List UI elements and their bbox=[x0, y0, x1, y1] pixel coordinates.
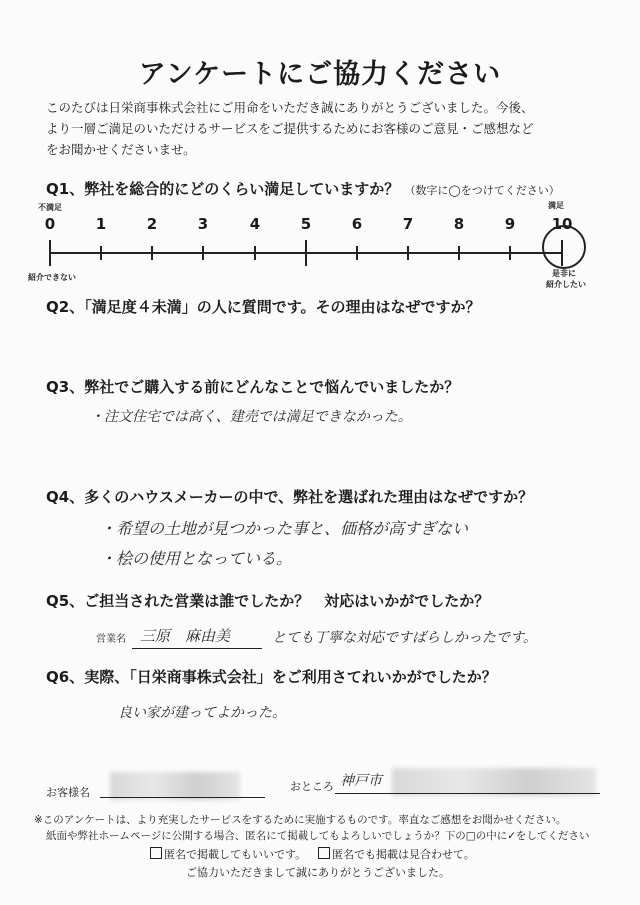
thanks-message: ご協力いただきまして誠にありがとうございました。 bbox=[186, 866, 450, 879]
q4-answer-1: ・希望の土地が見つかった事と、価格が高すぎない bbox=[100, 519, 469, 538]
checkbox-do-not-publish[interactable] bbox=[318, 847, 330, 859]
q1-text: Q1、弊社を総合的にどのくらい満足していますか？ bbox=[46, 180, 400, 198]
customer-name-underline bbox=[100, 797, 265, 798]
address-underline bbox=[335, 793, 600, 794]
footnote-1: ※このアンケートは、より充実したサービスをするために実施するものです。率直なご感想をお聞かせください。 bbox=[34, 814, 567, 826]
customer-name-redacted bbox=[110, 772, 240, 800]
q4-question: Q4、多くのハウスメーカーの中で、弊社を選ばれた理由はなぜですか？ bbox=[46, 488, 534, 506]
selected-circle-mark bbox=[542, 225, 586, 269]
scale-tick bbox=[407, 246, 409, 260]
q5-answer: とても丁寧な対応ですばらしかったです。 bbox=[272, 630, 537, 646]
scale-number-10[interactable]: 10 bbox=[551, 215, 573, 233]
q2-question: Q2、「満足度４未満」の人に質問です。その理由はなぜですか？ bbox=[46, 298, 481, 316]
scale-tick bbox=[49, 240, 51, 266]
q1-hint: （数字に◯をつけてください） bbox=[404, 184, 560, 197]
scale-number-5[interactable]: 5 bbox=[300, 215, 312, 233]
intro-line-3: をお聞かせくださいませ。 bbox=[46, 142, 196, 157]
q6-answer: 良い家が建ってよかった。 bbox=[118, 705, 286, 721]
scale-number-9[interactable]: 9 bbox=[504, 215, 516, 233]
scale-tick bbox=[356, 246, 358, 260]
intro-line-2: より一層ご満足のいただけるサービスをご提供するためにお客様のご意見・ご感想など bbox=[46, 121, 534, 136]
q6-question: Q6、実際、「日栄商事株式会社」をご利用さてれいかがでしたか？ bbox=[46, 668, 497, 686]
scale-right-sublabel-1: 是非に bbox=[552, 269, 576, 278]
scale-tick bbox=[254, 246, 256, 260]
scale-tick bbox=[305, 240, 307, 266]
option-2-label: 匿名でも掲載は見合わせて。 bbox=[332, 848, 475, 861]
scale-number-8[interactable]: 8 bbox=[453, 215, 465, 233]
address-value: 神戸市 bbox=[340, 773, 382, 789]
footnote-2: 紙面や弊社ホームページに公開する場合、匿名にて掲載してもよろしいでしょうか？下の□の中に✓をしてください bbox=[46, 830, 590, 842]
scale-number-7[interactable]: 7 bbox=[402, 215, 414, 233]
address-redacted bbox=[392, 768, 596, 796]
scale-number-2[interactable]: 2 bbox=[146, 215, 158, 233]
sales-name-label: 営業名 bbox=[96, 634, 126, 645]
scale-tick bbox=[151, 246, 153, 260]
scale-number-0[interactable]: 0 bbox=[44, 215, 56, 233]
sales-name-value: 三原 麻由美 bbox=[140, 627, 231, 645]
q5-question: Q5、ご担当された営業は誰でしたか？ 対応はいかがでしたか？ bbox=[46, 592, 490, 610]
option-do-not-publish[interactable] bbox=[318, 846, 475, 862]
scale-left-label: 不満足 bbox=[38, 203, 62, 212]
scale-tick bbox=[509, 246, 511, 260]
q3-answer: ・注文住宅では高く、建売では満足できなかった。 bbox=[90, 409, 412, 425]
scale-tick bbox=[100, 246, 102, 260]
sales-name-underline bbox=[132, 648, 262, 649]
scale-right-label: 満足 bbox=[548, 201, 564, 210]
customer-name-label: お客様名 bbox=[46, 786, 90, 799]
scale-number-6[interactable]: 6 bbox=[351, 215, 363, 233]
scale-tick bbox=[458, 246, 460, 260]
checkbox-publish-anonymous[interactable] bbox=[150, 847, 162, 859]
intro-line-1: このたびは日栄商事株式会社にご用命をいただき誠にありがとうございました。今後、 bbox=[46, 100, 534, 115]
option-publish-anonymous[interactable] bbox=[150, 846, 306, 862]
option-1-label: 匿名で掲載してもいいです。 bbox=[164, 848, 307, 861]
address-label: おところ bbox=[290, 780, 334, 793]
q1-question bbox=[46, 178, 560, 199]
page-title: アンケートにご協力ください bbox=[138, 59, 502, 90]
scale-number-4[interactable]: 4 bbox=[249, 215, 261, 233]
q3-question: Q3、弊社でご購入する前にどんなことで悩んでいましたか？ bbox=[46, 378, 460, 396]
scale-right-sublabel-2: 紹介したい bbox=[546, 280, 586, 289]
q4-answer-2: ・桧の使用となっている。 bbox=[100, 549, 293, 568]
scale-left-sublabel: 紹介できない bbox=[28, 273, 76, 282]
scale-tick bbox=[202, 246, 204, 260]
scale-number-3[interactable]: 3 bbox=[197, 215, 209, 233]
scale-number-1[interactable]: 1 bbox=[95, 215, 107, 233]
